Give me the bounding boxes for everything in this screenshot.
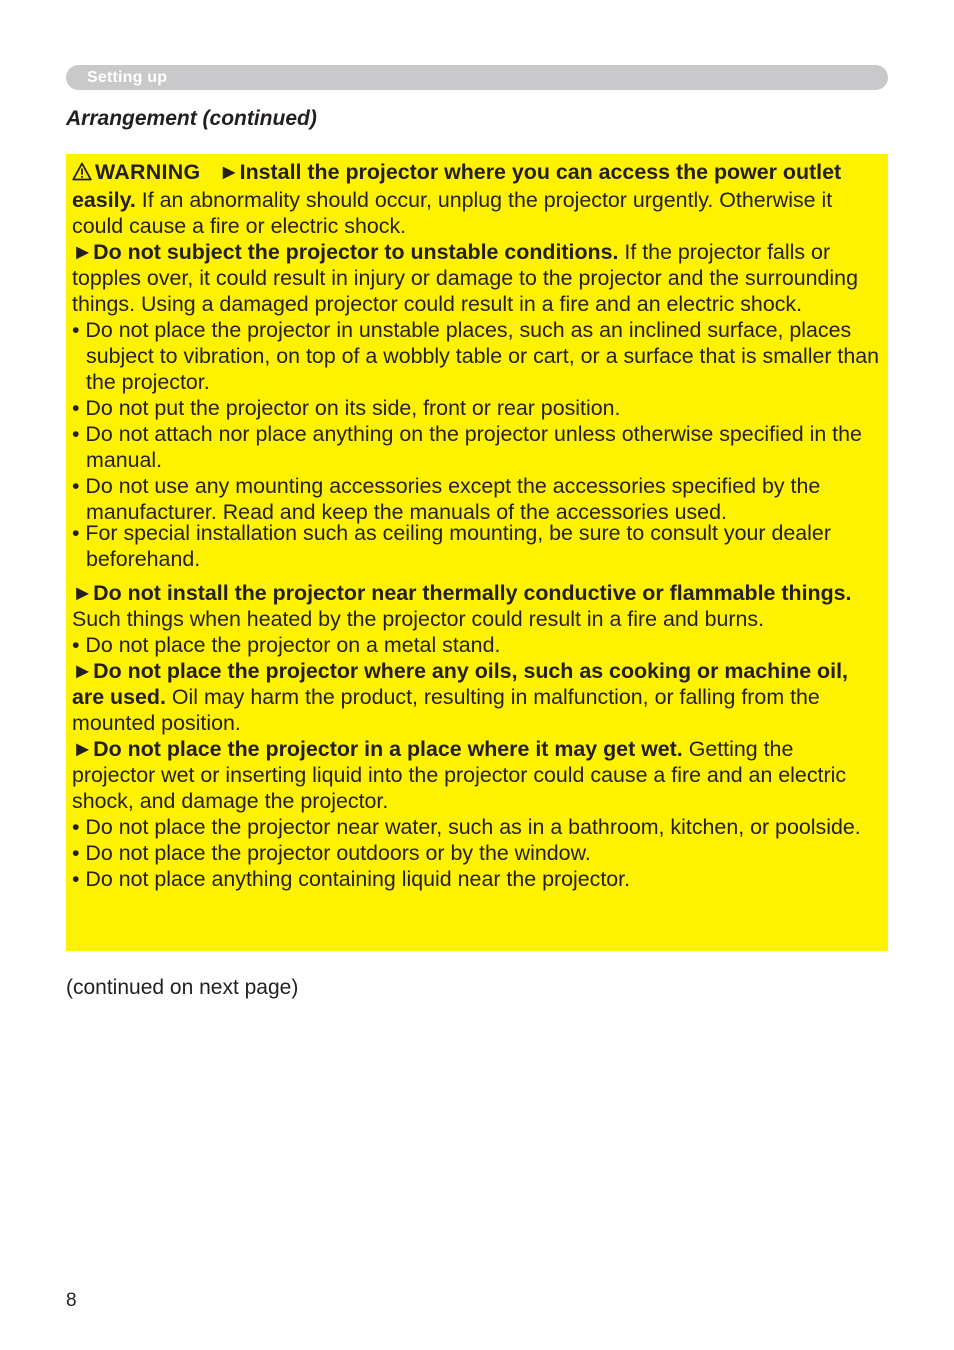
section-title: Arrangement (continued) (66, 107, 317, 130)
warning-paragraph-4 (72, 658, 882, 736)
warning-p3-text: Such things when heated by the projector could result in a fire and burns. (72, 607, 765, 631)
list-item: • Do not place the projector in unstable places, such as an inclined surface, places subject to vibration, on top of a wobbly table or cart, or a surface that is smaller than the projector. (72, 318, 880, 394)
list-item: • Do not place anything containing liquid near the projector. (72, 867, 631, 891)
warning-triangle-icon (72, 161, 92, 187)
list-item: • Do not attach nor place anything on the projector unless otherwise specified in the manual. (72, 422, 862, 472)
warning-p4-bold: ►Do not place the projector where any oils, such as cooking or machine oil, are used. (72, 659, 848, 709)
warning-p2-bold: ►Do not subject the projector to unstable conditions. (72, 240, 619, 264)
warning-heading (72, 159, 218, 187)
warning-paragraph-1 (72, 159, 882, 239)
continued-note: (continued on next page) (66, 976, 299, 999)
list-item: • For special installation such as ceiling mounting, be sure to consult your dealer beforehand. (72, 521, 831, 571)
warning-paragraph-3 (72, 580, 882, 632)
list-item: • Do not put the projector on its side, front or rear position. (72, 396, 621, 420)
warning-p1-text: If an abnormality should occur, unplug the projector urgently. Otherwise it could cause a fire or electric shock. (72, 188, 833, 238)
list-item: • Do not use any mounting accessories except the accessories specified by the manufacturer. Read and keep the manuals of the accessories used. (72, 474, 821, 524)
page-number: 8 (66, 1290, 77, 1311)
warning-paragraph-2 (72, 239, 882, 317)
warning-p4-text: Oil may harm the product, resulting in malfunction, or falling from the mounted position. (72, 685, 820, 735)
list-item: • Do not place the projector near water, such as in a bathroom, kitchen, or poolside. (72, 815, 861, 839)
warning-label: WARNING (95, 160, 201, 184)
list-item: • Do not place the projector on a metal stand. (72, 633, 501, 657)
warning-p5-bold: ►Do not place the projector in a place where it may get wet. (72, 737, 683, 761)
warning-paragraph-5 (72, 736, 882, 814)
warning-p2-text: If the projector falls or topples over, it could result in injury or damage to the projector and the surrounding things. Using a damaged projector could result in a fire and an electric shock. (72, 240, 858, 316)
section-header-label: Setting up (87, 69, 168, 86)
warning-p3-bold: ►Do not install the projector near thermally conductive or flammable things. (72, 581, 852, 605)
warning-p1-bold: ►Install the projector where you can access the power outlet easily. (72, 160, 842, 212)
list-item: • Do not place the projector outdoors or by the window. (72, 841, 591, 865)
warning-box (66, 154, 888, 951)
section-header-bar (66, 65, 888, 90)
warning-p5-text: Getting the projector wet or inserting liquid into the projector could cause a fire and an electric shock, and damage the projector. (72, 737, 847, 813)
